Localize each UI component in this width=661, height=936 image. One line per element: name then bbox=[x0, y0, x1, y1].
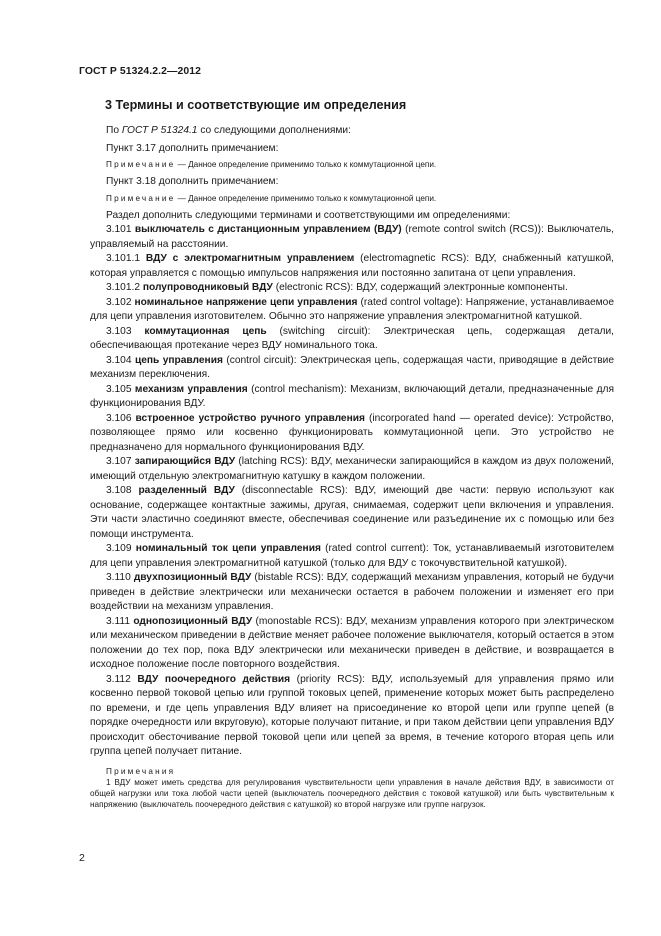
notes-heading: Примечания bbox=[106, 766, 176, 776]
page-number: 2 bbox=[79, 852, 85, 864]
term-3-106: 3.106 встроенное устройство ручного управления (incorporated hand — operated device): Устройство, позволяющее прямо или косвенно функционировать коммутационной цепи. Это устройство не предназначено для нормального функционирования ВДУ. bbox=[90, 412, 614, 453]
term-3-111: 3.111 однопозиционный ВДУ (monostable RCS): ВДУ, механизм управления которого при электрическом или механическом приведении в действие меняет рабочее положение выключателя, который остается в этом положении до тех пор, пока ВДУ электрически или механически приведен в действие, и возвращается в исходное положение после повторного воздействия. bbox=[90, 615, 614, 670]
term-3-101-1: 3.101.1 ВДУ с электромагнитным управлением (electromagnetic RCS): ВДУ, снабженный катушкой, которая управляется с помощью импульсов напряжения или постоянно запитана от цепи управления. bbox=[90, 253, 614, 279]
term-3-107: 3.107 запирающийся ВДУ (latching RCS): ВДУ, механически запирающийся в каждом из двух положений, имеющий отдельную электромагнитную катушку в каждом положении. bbox=[90, 456, 615, 482]
add-section-paragraph: Раздел дополнить следующими терминами и соответствующими им определениями: bbox=[106, 209, 511, 221]
note-317: Примечание — Данное определение применимо только к коммутационной цепи. bbox=[106, 160, 437, 169]
standard-reference: ГОСТ Р 51324.1 bbox=[121, 125, 198, 136]
intro-paragraph: По ГОСТ Р 51324.1 со следующими дополнениями: bbox=[106, 125, 351, 136]
section-title: 3 Термины и соответствующие им определения bbox=[105, 98, 407, 112]
term-3-101-2: 3.101.2 полупроводниковый ВДУ (electronic RCS): ВДУ, содержащий электронные компоненты. bbox=[106, 282, 568, 293]
term-3-104: 3.104 цепь управления (control circuit): Электрическая цепь, содержащая части, приводящие в действие механизм переключения. bbox=[90, 354, 614, 380]
term-3-110: 3.110 двухпозиционный ВДУ (bistable RCS): ВДУ, содержащий механизм управления, который не будучи приведен в действие электрически или механически остается в рабочем положении и изменяет его при воздействии на механизм управления. bbox=[90, 572, 614, 612]
notes-block bbox=[90, 766, 614, 811]
term-3-105: 3.105 механизм управления (control mechanism): Механизм, включающий детали, предназначенные для функционирования ВДУ. bbox=[90, 383, 614, 409]
term-3-108: 3.108 разделенный ВДУ (disconnectable RCS): ВДУ, имеющий две части: первую используют как основание, содержащее контактные зажимы, другая, снимаемая, содержит цепи включения и управления. Эти части эластично соединяют вместе, обеспечивая соединение или разъединение их с помощью или без помощи инструмента. bbox=[90, 485, 614, 540]
point-317: Пункт 3.17 дополнить примечанием: bbox=[106, 142, 279, 154]
document-body bbox=[90, 124, 614, 811]
term-3-102: 3.102 номинальное напряжение цепи управления (rated control voltage): Напряжение, устанавливаемое для цепи управления изготовителем. Обычно это напряжение управления электромагнитной катушкой. bbox=[90, 296, 614, 322]
note-318: Примечание — Данное определение применимо только к коммутационной цепи. bbox=[106, 193, 437, 203]
note-item-1: 1 ВДУ может иметь средства для регулирования чувствительности цепи управления в начале действия ВДУ, в зависимости от общей нагрузки или тока любой части цепей (выключатель поочередного действия с токовой катушкой) или быть чувствительным к напряжению (выключатель поочередного действия с катушкой) ко второй нагрузке или группе нагрузок. bbox=[90, 777, 614, 810]
document-header: ГОСТ Р 51324.2.2—2012 bbox=[79, 66, 201, 77]
point-318: Пункт 3.18 дополнить примечанием: bbox=[106, 176, 279, 187]
term-3-109: 3.109 номинальный ток цепи управления (rated control current): Ток, устанавливаемый изготовителем для цепи управления электромагнитной катушкой (только для ВДУ с токочувствительной катушкой). bbox=[90, 543, 614, 569]
term-3-101: 3.101 выключатель с дистанционным управлением (ВДУ) (remote control switch (RCS)): Выключатель, управляемый на расстоянии. bbox=[90, 224, 614, 250]
term-3-112: 3.112 ВДУ поочередного действия (priority RCS): ВДУ, используемый для управления прямо или косвенно первой токовой цепью или группой токовых цепей, применение которых может быть распределено по времени, и где цепь управления ВДУ влияет на присоединение ко второй цепи или группе цепей (в порядке очередности или вкруговую), которые получают питание, и при таком действии цепи управления ВДУ происходит обесточивание первой токовой цепи или цепей за время, в течение которого вторая цепь или группа цепей получает питание. bbox=[90, 673, 614, 757]
term-3-103: 3.103 коммутационная цепь (switching circuit): Электрическая цепь, содержащая детали, обеспечивающая протекание через ВДУ номинального тока. bbox=[90, 325, 614, 351]
